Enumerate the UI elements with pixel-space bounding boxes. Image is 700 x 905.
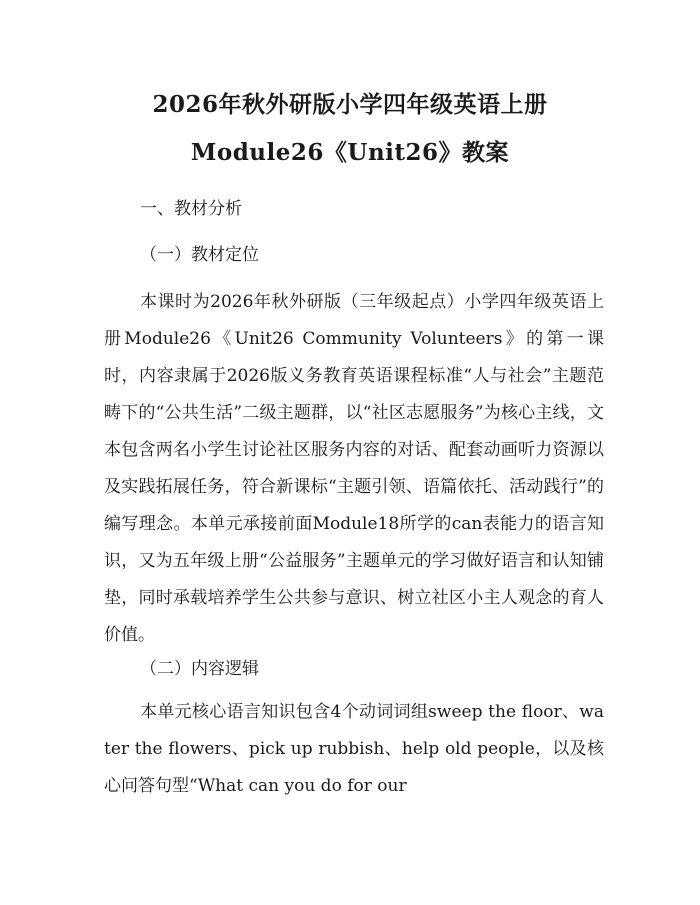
subsection-heading-positioning: （一）教材定位 <box>140 245 259 265</box>
document-subtitle: Module26《Unit26》教案 <box>190 139 510 166</box>
paragraph-content-logic: 本单元核心语言知识包含4个动词词组sweep the floor、water the flowers、pick up rubbish、help old people，以及核心问答句型“What can you do for our <box>104 702 604 796</box>
document-title: 2026年秋外研版小学四年级英语上册 <box>152 91 548 118</box>
subsection-heading-content-logic: （二）内容逻辑 <box>140 659 259 679</box>
section-heading-textbook-analysis: 一、教材分析 <box>140 199 242 219</box>
paragraph-positioning: 本课时为2026年秋外研版（三年级起点）小学四年级英语上册Module26《Unit26 Community Volunteers》的第一课时，内容隶属于2026版义务教育英语课程标准“人与社会”主题范畴下的“公共生活”二级主题群，以“社区志愿服务”为核心主线，文本包含两名小学生讨论社区服务内容的对话、配套动画听力资源以及实践拓展任务，符合新课标“主题引领、语篇依托、活动践行”的编写理念。本单元承接前面Module18所学的can表能力的语言知识，又为五年级上册“公益服务”主题单元的学习做好语言和认知铺垫，同时承载培养学生公共参与意识、树立社区小主人观念的育人价值。 <box>104 292 604 645</box>
